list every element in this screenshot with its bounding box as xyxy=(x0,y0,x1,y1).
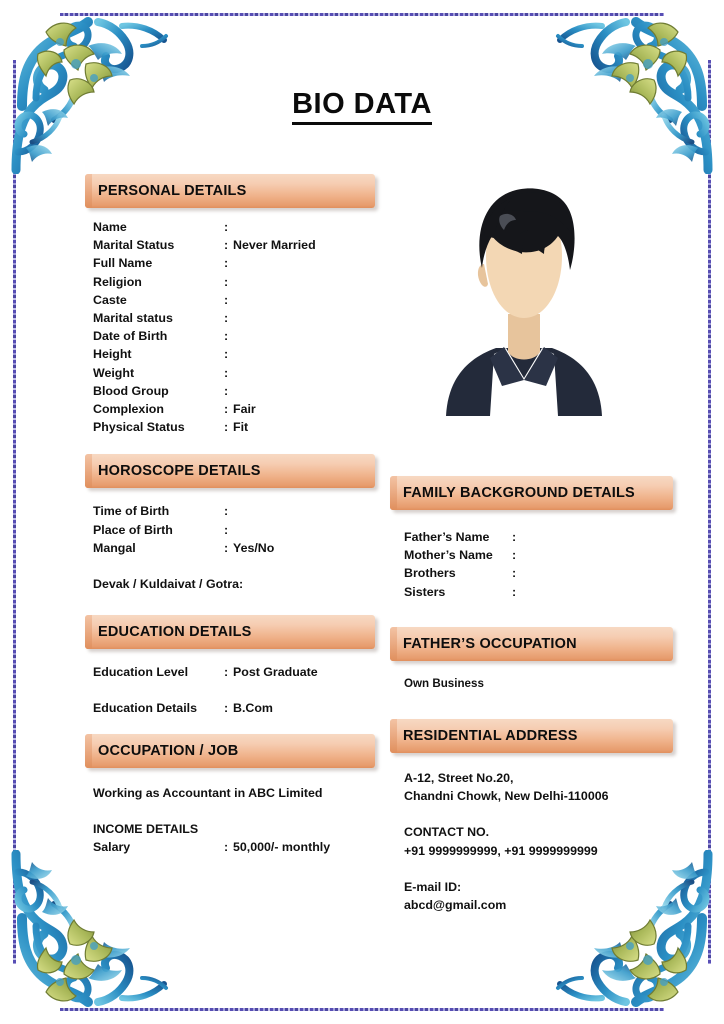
address-line-1: A-12, Street No.20, xyxy=(404,771,514,786)
field-value: 50,000/- monthly xyxy=(233,840,331,855)
field-label: Brothers xyxy=(404,566,456,581)
field-row xyxy=(93,364,375,382)
field-separator: : xyxy=(224,220,229,234)
field-separator: : xyxy=(224,238,229,253)
education-details-fields xyxy=(85,663,375,717)
field-separator: : xyxy=(224,256,229,271)
contact-no-value: +91 9999999999, +91 9999999999 xyxy=(404,843,598,858)
field-row xyxy=(93,663,375,681)
field-row xyxy=(404,546,673,564)
field-value: Fit xyxy=(233,420,249,435)
field-label: Caste xyxy=(93,292,127,307)
field-label: Weight xyxy=(93,365,135,380)
section-header-label: FAMILY BACKGROUND DETAILS xyxy=(403,485,635,501)
field-separator: : xyxy=(224,311,229,326)
section-header-fathers-occupation xyxy=(390,627,673,661)
field-separator: : xyxy=(224,840,229,855)
right-column xyxy=(390,476,673,914)
field-separator: : xyxy=(224,402,229,417)
field-row xyxy=(93,345,375,363)
fathers-occupation-value: Own Business xyxy=(404,676,484,690)
field-label: Name xyxy=(93,220,127,234)
field-row xyxy=(93,502,375,520)
section-header-label: PERSONAL DETAILS xyxy=(98,183,247,199)
field-separator: : xyxy=(224,701,229,716)
field-row xyxy=(404,564,673,582)
border-line-right xyxy=(708,60,711,964)
section-header-occupation xyxy=(85,734,375,768)
field-row xyxy=(404,528,673,546)
field-label: Height xyxy=(93,347,132,362)
field-row xyxy=(93,236,375,254)
field-label: Mangal xyxy=(93,540,136,555)
field-row xyxy=(93,327,375,345)
section-header-label: FATHER’S OCCUPATION xyxy=(403,635,577,652)
field-separator: : xyxy=(224,347,229,362)
corner-ornament-bottom-left xyxy=(2,850,170,1022)
field-value: Fair xyxy=(233,402,256,417)
field-label: Marital status xyxy=(93,311,173,326)
field-separator: : xyxy=(224,665,229,680)
field-separator: : xyxy=(224,329,229,344)
contact-no-heading: CONTACT NO. xyxy=(404,825,490,840)
field-label: Religion xyxy=(93,274,142,289)
field-separator: : xyxy=(224,365,229,380)
section-header-family-background xyxy=(390,476,673,510)
field-separator: : xyxy=(224,292,229,307)
field-label: Full Name xyxy=(93,256,153,271)
field-label: Marital Status xyxy=(93,238,175,253)
border-line-left xyxy=(13,60,16,964)
field-label: Date of Birth xyxy=(93,329,168,344)
family-background-fields xyxy=(390,528,673,601)
field-separator: : xyxy=(512,566,517,581)
field-value: B.Com xyxy=(233,701,273,716)
field-separator: : xyxy=(224,420,229,435)
field-row xyxy=(93,521,375,539)
income-details-heading: INCOME DETAILS xyxy=(93,821,199,836)
field-label: Time of Birth xyxy=(93,504,170,519)
field-separator: : xyxy=(224,540,229,555)
address-line-2: Chandni Chowk, New Delhi-110006 xyxy=(404,789,609,804)
section-header-label: RESIDENTIAL ADDRESS xyxy=(403,728,578,745)
section-header-label: OCCUPATION / JOB xyxy=(98,742,239,759)
email-value: abcd@gmail.com xyxy=(404,898,507,913)
field-row xyxy=(93,254,375,272)
section-header-horoscope-details xyxy=(85,454,375,488)
field-label: Physical Status xyxy=(93,420,185,435)
field-row xyxy=(93,838,375,856)
field-row xyxy=(93,418,375,436)
section-header-label: EDUCATION DETAILS xyxy=(98,624,252,641)
section-header-education-details xyxy=(85,615,375,649)
page-title-text: BIO DATA xyxy=(292,88,432,125)
field-separator: : xyxy=(512,548,517,563)
field-label: Mother’s Name xyxy=(404,548,493,563)
email-heading: E-mail ID: xyxy=(404,879,462,894)
field-row xyxy=(93,539,375,557)
field-label: Blood Group xyxy=(93,383,169,398)
field-value: Never Married xyxy=(233,238,316,253)
field-row xyxy=(93,218,375,236)
field-row xyxy=(404,583,673,601)
field-value: Yes/No xyxy=(233,540,275,555)
horoscope-details-fields xyxy=(85,502,375,557)
income-details-fields xyxy=(85,838,375,856)
section-header-label: HOROSCOPE DETAILS xyxy=(98,463,261,480)
field-separator: : xyxy=(224,274,229,289)
field-separator: : xyxy=(512,530,517,544)
field-label: Complexion xyxy=(93,402,164,417)
page-title xyxy=(0,88,724,121)
field-label: Place of Birth xyxy=(93,522,173,537)
field-row xyxy=(93,291,375,309)
left-column xyxy=(85,174,375,856)
field-row xyxy=(93,699,375,717)
field-label: Education Level xyxy=(93,665,189,680)
field-row xyxy=(93,400,375,418)
field-label: Sisters xyxy=(404,584,446,599)
field-value: Post Graduate xyxy=(233,665,318,680)
field-separator: : xyxy=(224,504,229,519)
field-row xyxy=(93,309,375,327)
field-label: Salary xyxy=(93,840,131,855)
section-header-residential-address xyxy=(390,719,673,753)
horoscope-gotra-note: Devak / Kuldaivat / Gotra: xyxy=(93,577,244,592)
field-separator: : xyxy=(512,584,517,599)
section-header-personal-details xyxy=(85,174,375,208)
field-separator: : xyxy=(224,522,229,537)
field-label: Father’s Name xyxy=(404,530,490,544)
avatar xyxy=(424,172,624,416)
field-label: Education Details xyxy=(93,701,197,716)
field-separator: : xyxy=(224,383,229,398)
occupation-statement: Working as Accountant in ABC Limited xyxy=(93,785,323,800)
field-row xyxy=(93,382,375,400)
personal-details-fields xyxy=(85,218,375,436)
field-row xyxy=(93,273,375,291)
